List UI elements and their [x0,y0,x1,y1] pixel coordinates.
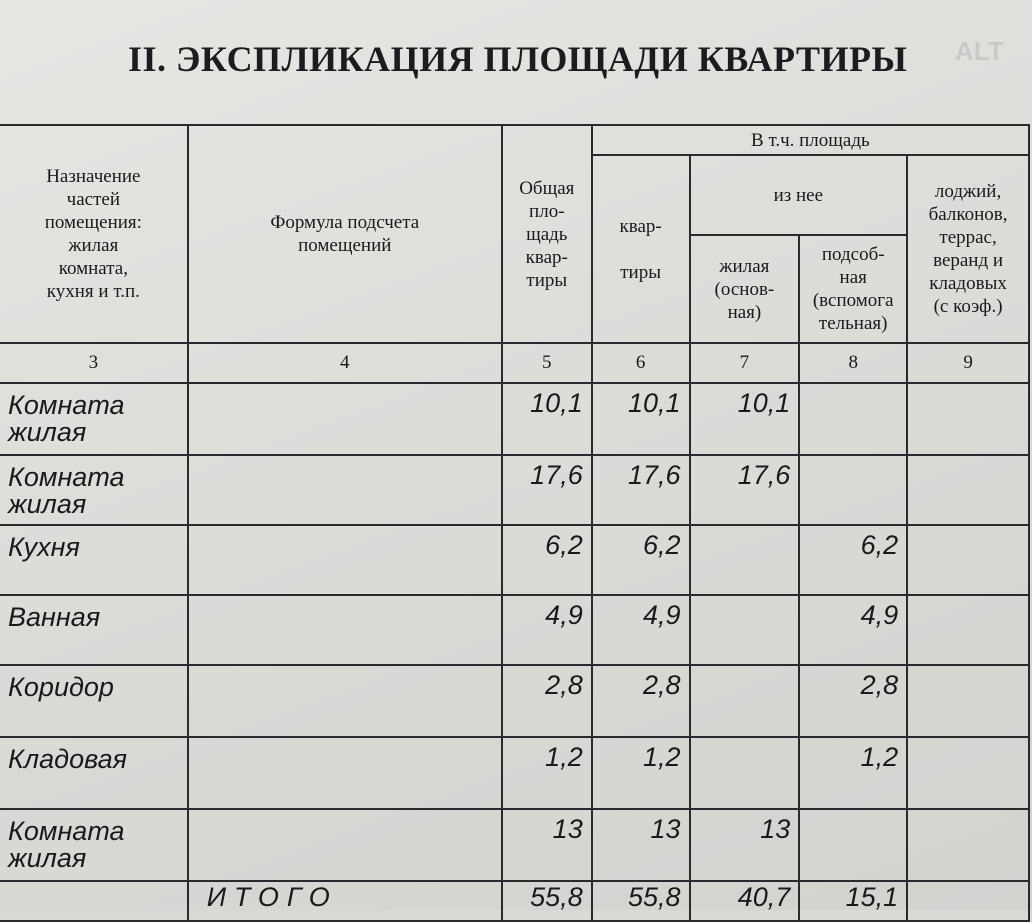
column-number: 7 [690,343,800,383]
header-formula: Формула подсчета помещений [188,125,502,343]
formula-cell [188,737,502,809]
total-area: 4,9 [502,595,592,665]
table-row [0,525,1029,595]
table-row [0,665,1029,737]
formula-cell [188,455,502,525]
loggia-area [907,809,1029,881]
apartment-area: 1,2 [592,737,690,809]
loggia-area [907,455,1029,525]
living-area [690,737,800,809]
loggia-area [907,525,1029,595]
column-number: 6 [592,343,690,383]
document-title: II. ЭКСПЛИКАЦИЯ ПЛОЩАДИ КВАРТИРЫ [128,39,908,79]
header-living: жилая (основ- ная) [690,235,800,343]
header-room-purpose: Назначение частей помещения: жилая комната, кухня и т.п. [0,125,188,343]
apartment-area: 4,9 [592,595,690,665]
auxiliary-area: 1,2 [799,737,907,809]
header-including-area: В т.ч. площадь [592,125,1029,155]
header-auxiliary: подсоб- ная (вспомога тельная) [799,235,907,343]
table-row [0,809,1029,881]
header-total-area: Общая пло- щадь квар- тиры [502,125,592,343]
loggia-area [907,665,1029,737]
formula-cell [188,383,502,455]
table-row [0,595,1029,665]
totals-total-area: 55,8 [502,881,592,921]
apartment-area: 10,1 [592,383,690,455]
living-area [690,665,800,737]
apartment-area: 2,8 [592,665,690,737]
room-name: Комната жилая [0,383,188,455]
totals-loggia-area [907,881,1029,921]
table-row [0,455,1029,525]
loggia-area [907,737,1029,809]
watermark: ALT [955,36,1004,66]
living-area: 13 [690,809,800,881]
room-name: Кладовая [0,737,188,809]
total-area: 1,2 [502,737,592,809]
total-area: 13 [502,809,592,881]
formula-cell [188,809,502,881]
total-area: 10,1 [502,383,592,455]
formula-cell [188,525,502,595]
totals-row [0,881,1029,921]
room-name: Комната жилая [0,809,188,881]
column-number: 5 [502,343,592,383]
column-number: 9 [907,343,1029,383]
room-name: Комната жилая [0,455,188,525]
column-number: 3 [0,343,188,383]
column-number: 4 [188,343,502,383]
totals-living-area: 40,7 [690,881,800,921]
room-name: Коридор [0,665,188,737]
totals-auxiliary-area: 15,1 [799,881,907,921]
table-row [0,383,1029,455]
loggia-area [907,595,1029,665]
auxiliary-area [799,383,907,455]
header-apartment: квар- тиры [592,155,690,343]
living-area: 10,1 [690,383,800,455]
living-area [690,525,800,595]
totals-label: ИТОГО [188,881,502,921]
totals-blank [0,881,188,921]
column-number: 8 [799,343,907,383]
auxiliary-area [799,455,907,525]
room-name: Кухня [0,525,188,595]
room-name: Ванная [0,595,188,665]
living-area [690,595,800,665]
formula-cell [188,665,502,737]
explication-table [0,124,1030,922]
header-of-which: из нее [690,155,908,235]
auxiliary-area [799,809,907,881]
loggia-area [907,383,1029,455]
header-loggia: лоджий, балконов, террас, веранд и кладовых (с коэф.) [907,155,1029,343]
apartment-area: 13 [592,809,690,881]
auxiliary-area: 4,9 [799,595,907,665]
totals-apartment-area: 55,8 [592,881,690,921]
auxiliary-area: 2,8 [799,665,907,737]
living-area: 17,6 [690,455,800,525]
total-area: 2,8 [502,665,592,737]
auxiliary-area: 6,2 [799,525,907,595]
table-row [0,737,1029,809]
column-number-row [0,343,1029,383]
apartment-area: 17,6 [592,455,690,525]
formula-cell [188,595,502,665]
total-area: 6,2 [502,525,592,595]
total-area: 17,6 [502,455,592,525]
apartment-area: 6,2 [592,525,690,595]
